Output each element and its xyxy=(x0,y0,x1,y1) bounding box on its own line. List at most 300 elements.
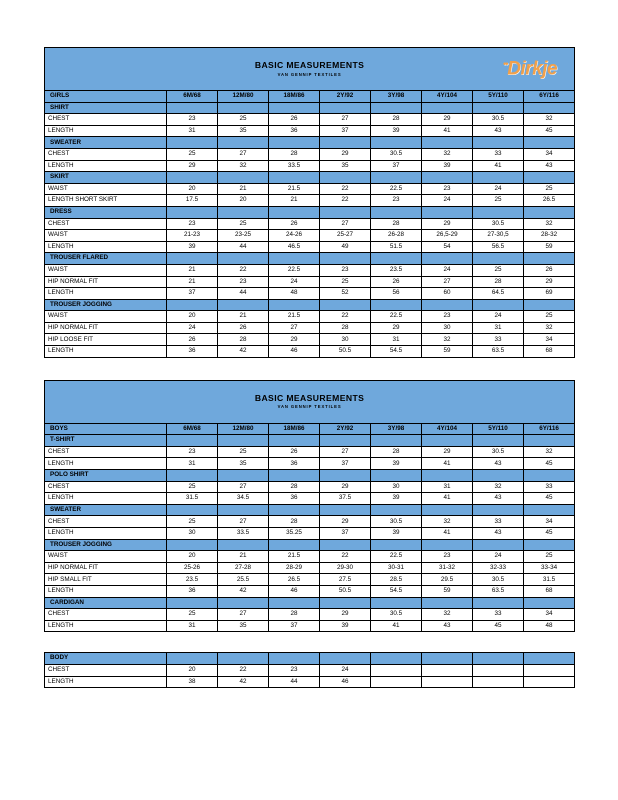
cell: 29-30 xyxy=(320,562,371,574)
cell: 32 xyxy=(422,609,473,621)
table-row xyxy=(45,664,575,676)
cell: 22.5 xyxy=(371,311,422,323)
cell: 27 xyxy=(218,481,269,493)
boys-header-cell: 12M/80 xyxy=(218,423,269,435)
cell: 26.5 xyxy=(524,195,575,207)
cell: 30 xyxy=(167,528,218,540)
cell: 45 xyxy=(524,528,575,540)
cell: 60 xyxy=(422,288,473,300)
cell: 24 xyxy=(473,311,524,323)
cell: 30.5 xyxy=(371,609,422,621)
cell: 39 xyxy=(371,125,422,137)
cell: 41 xyxy=(422,125,473,137)
cell: 48 xyxy=(524,620,575,632)
cell: 56 xyxy=(371,288,422,300)
cell: 33 xyxy=(473,609,524,621)
table-gap xyxy=(44,632,574,652)
row-label: LENGTH xyxy=(45,241,167,253)
row-label: LENGTH xyxy=(45,346,167,358)
cell: 44 xyxy=(218,241,269,253)
section-row xyxy=(45,470,575,482)
section-row xyxy=(45,206,575,218)
row-label: WAIST xyxy=(45,551,167,563)
table-row xyxy=(45,458,575,470)
cell: 28 xyxy=(371,446,422,458)
cell: 24 xyxy=(269,276,320,288)
cell: 25 xyxy=(524,551,575,563)
cell: 31 xyxy=(167,458,218,470)
cell: 29 xyxy=(371,322,422,334)
cell: 33.5 xyxy=(269,160,320,172)
cell: 21 xyxy=(218,551,269,563)
cell: 37 xyxy=(320,125,371,137)
cell: 22 xyxy=(218,264,269,276)
cell: 25 xyxy=(524,311,575,323)
cell: 41 xyxy=(422,458,473,470)
table-row xyxy=(45,609,575,621)
cell: 28 xyxy=(473,276,524,288)
cell: 17.5 xyxy=(167,195,218,207)
cell: 27 xyxy=(320,446,371,458)
cell: 54 xyxy=(422,241,473,253)
cell: 39 xyxy=(422,160,473,172)
cell: 24 xyxy=(473,183,524,195)
row-label: LENGTH xyxy=(45,585,167,597)
cell: 30.5 xyxy=(473,446,524,458)
boys-header-cell: 6M/68 xyxy=(167,423,218,435)
cell: 34.5 xyxy=(218,493,269,505)
row-label: LENGTH xyxy=(45,676,167,688)
cell: 37 xyxy=(371,160,422,172)
cell: 41 xyxy=(473,160,524,172)
page-title: BASIC MEASUREMENTS xyxy=(254,392,365,403)
cell: 21.5 xyxy=(269,183,320,195)
cell xyxy=(473,664,524,676)
cell: 43 xyxy=(524,160,575,172)
cell: 36 xyxy=(269,458,320,470)
cell: 28 xyxy=(218,334,269,346)
section-label: TROUSER FLARED xyxy=(45,253,167,265)
boys-header-cell: BOYS xyxy=(45,423,167,435)
cell: 29 xyxy=(269,334,320,346)
cell xyxy=(422,676,473,688)
cell: 32 xyxy=(422,334,473,346)
table-row xyxy=(45,528,575,540)
cell: 27 xyxy=(269,322,320,334)
cell: 30 xyxy=(371,481,422,493)
cell: 33.5 xyxy=(218,528,269,540)
girls-header-cell: 5Y/110 xyxy=(473,91,524,103)
table-row xyxy=(45,676,575,688)
cell: 34 xyxy=(524,334,575,346)
cell: 31 xyxy=(167,620,218,632)
cell xyxy=(473,676,524,688)
section-row xyxy=(45,299,575,311)
cell: 23 xyxy=(422,183,473,195)
cell: 30 xyxy=(320,334,371,346)
cell: 32 xyxy=(218,160,269,172)
table-row xyxy=(45,585,575,597)
cell xyxy=(524,676,575,688)
section-label: POLO SHIRT xyxy=(45,470,167,482)
cell: 22 xyxy=(320,195,371,207)
cell: 31 xyxy=(371,334,422,346)
cell: 24 xyxy=(422,195,473,207)
cell: 23 xyxy=(269,664,320,676)
cell: 29 xyxy=(320,516,371,528)
cell: 26 xyxy=(269,114,320,126)
girls-header-cell: 18M/86 xyxy=(269,91,320,103)
cell: 22.5 xyxy=(371,551,422,563)
cell: 34 xyxy=(524,148,575,160)
boys-header-cell: 5Y/110 xyxy=(473,423,524,435)
section-label: SWEATER xyxy=(45,137,167,149)
table-row xyxy=(45,311,575,323)
cell: 37 xyxy=(269,620,320,632)
cell: 21 xyxy=(269,195,320,207)
cell: 21 xyxy=(167,264,218,276)
cell: 28 xyxy=(269,609,320,621)
row-label: LENGTH xyxy=(45,125,167,137)
cell: 27 xyxy=(218,516,269,528)
cell: 27.5 xyxy=(320,574,371,586)
cell xyxy=(524,664,575,676)
row-label: HIP SMALL FIT xyxy=(45,574,167,586)
cell: 46 xyxy=(269,346,320,358)
row-label: CHEST xyxy=(45,218,167,230)
table-row xyxy=(45,481,575,493)
cell: 54.5 xyxy=(371,346,422,358)
cell: 30.5 xyxy=(371,516,422,528)
cell: 21.5 xyxy=(269,311,320,323)
cell: 59 xyxy=(422,585,473,597)
boys-title-row xyxy=(45,380,575,423)
table-row xyxy=(45,230,575,242)
cell: 26 xyxy=(218,322,269,334)
table-row xyxy=(45,346,575,358)
section-row xyxy=(45,253,575,265)
cell: 21 xyxy=(218,311,269,323)
cell: 20 xyxy=(167,183,218,195)
section-row xyxy=(45,172,575,184)
row-label: LENGTH xyxy=(45,620,167,632)
cell: 36 xyxy=(167,585,218,597)
cell: 45 xyxy=(473,620,524,632)
table-row xyxy=(45,334,575,346)
cell: 31.5 xyxy=(167,493,218,505)
table-row xyxy=(45,195,575,207)
cell: 24-26 xyxy=(269,230,320,242)
girls-measurements-table xyxy=(44,47,575,358)
table-row xyxy=(45,125,575,137)
cell: 26 xyxy=(524,264,575,276)
cell: 27 xyxy=(218,609,269,621)
cell: 23 xyxy=(422,551,473,563)
cell: 30-31 xyxy=(371,562,422,574)
cell: 27 xyxy=(320,218,371,230)
section-label: SHIRT xyxy=(45,102,167,114)
cell: 48 xyxy=(269,288,320,300)
cell: 33-34 xyxy=(524,562,575,574)
cell: 22 xyxy=(320,311,371,323)
table-row xyxy=(45,574,575,586)
table-row xyxy=(45,276,575,288)
table-row xyxy=(45,620,575,632)
dirkje-logo xyxy=(503,60,557,79)
cell: 22 xyxy=(218,664,269,676)
boys-header-row xyxy=(45,423,575,435)
cell: 20 xyxy=(167,551,218,563)
row-label: CHEST xyxy=(45,664,167,676)
cell: 35 xyxy=(218,458,269,470)
table-row xyxy=(45,446,575,458)
cell: 27-28 xyxy=(218,562,269,574)
row-label: LENGTH xyxy=(45,458,167,470)
cell: 22.5 xyxy=(371,183,422,195)
cell: 23.5 xyxy=(371,264,422,276)
cell: 24 xyxy=(167,322,218,334)
cell: 35 xyxy=(320,160,371,172)
cell: 64.5 xyxy=(473,288,524,300)
cell: 23 xyxy=(422,311,473,323)
cell: 33 xyxy=(473,516,524,528)
cell: 34 xyxy=(524,609,575,621)
girls-header-cell: GIRLS xyxy=(45,91,167,103)
cell: 42 xyxy=(218,676,269,688)
cell: 23-25 xyxy=(218,230,269,242)
cell: 27 xyxy=(320,114,371,126)
cell: 25 xyxy=(218,218,269,230)
cell: 36 xyxy=(167,346,218,358)
cell xyxy=(371,664,422,676)
cell: 43 xyxy=(473,458,524,470)
row-label: LENGTH xyxy=(45,288,167,300)
cell: 28-29 xyxy=(269,562,320,574)
boys-header-cell: 2Y/92 xyxy=(320,423,371,435)
cell: 32 xyxy=(422,516,473,528)
cell: 29 xyxy=(422,446,473,458)
cell: 25 xyxy=(167,148,218,160)
cell: 27 xyxy=(218,148,269,160)
row-label: CHEST xyxy=(45,609,167,621)
row-label: WAIST xyxy=(45,183,167,195)
table-row xyxy=(45,241,575,253)
table-row xyxy=(45,551,575,563)
section-row xyxy=(45,137,575,149)
section-row xyxy=(45,504,575,516)
cell: 28-32 xyxy=(524,230,575,242)
cell: 25 xyxy=(167,481,218,493)
girls-header-cell: 6Y/116 xyxy=(524,91,575,103)
cell: 63.5 xyxy=(473,346,524,358)
row-label: CHEST xyxy=(45,114,167,126)
table-row xyxy=(45,264,575,276)
section-label: SKIRT xyxy=(45,172,167,184)
cell: 50.5 xyxy=(320,346,371,358)
page-title: BASIC MEASUREMENTS xyxy=(254,60,365,71)
section-row xyxy=(45,435,575,447)
row-label: LENGTH SHORT SKIRT xyxy=(45,195,167,207)
cell: 25 xyxy=(473,195,524,207)
cell: 37.5 xyxy=(320,493,371,505)
table-row xyxy=(45,322,575,334)
cell: 38 xyxy=(167,676,218,688)
cell: 46 xyxy=(269,585,320,597)
cell: 39 xyxy=(320,620,371,632)
cell: 32 xyxy=(524,322,575,334)
cell: 25 xyxy=(167,609,218,621)
cell: 41 xyxy=(422,528,473,540)
section-label: TROUSER JOGGING xyxy=(45,539,167,551)
cell: 20 xyxy=(167,664,218,676)
cell: 54.5 xyxy=(371,585,422,597)
section-row xyxy=(45,102,575,114)
cell: 28.5 xyxy=(371,574,422,586)
cell: 36 xyxy=(269,125,320,137)
cell: 44 xyxy=(218,288,269,300)
page-subtitle: VAN GENNIP TEXTILES xyxy=(277,71,342,77)
cell: 32 xyxy=(524,114,575,126)
cell: 29 xyxy=(320,148,371,160)
section-label: CARDIGAN xyxy=(45,597,167,609)
row-label: CHEST xyxy=(45,516,167,528)
cell: 25 xyxy=(167,516,218,528)
cell: 24 xyxy=(320,664,371,676)
cell: 25 xyxy=(320,276,371,288)
cell: 25 xyxy=(218,114,269,126)
table-row xyxy=(45,114,575,126)
cell: 30 xyxy=(422,322,473,334)
table-row xyxy=(45,160,575,172)
cell: 34 xyxy=(524,516,575,528)
cell: 29 xyxy=(167,160,218,172)
cell: 51.5 xyxy=(371,241,422,253)
table-row xyxy=(45,183,575,195)
boys-header-cell: 3Y/98 xyxy=(371,423,422,435)
girls-header-row xyxy=(45,91,575,103)
page-subtitle: VAN GENNIP TEXTILES xyxy=(277,404,342,410)
table-row xyxy=(45,148,575,160)
cell: 37 xyxy=(320,458,371,470)
cell: 21 xyxy=(167,276,218,288)
girls-header-cell: 12M/80 xyxy=(218,91,269,103)
cell: 29 xyxy=(524,276,575,288)
cell: 35 xyxy=(218,620,269,632)
cell: 20 xyxy=(167,311,218,323)
boys-header-cell: 6Y/116 xyxy=(524,423,575,435)
cell: 33 xyxy=(473,334,524,346)
row-label: WAIST xyxy=(45,230,167,242)
cell: 31.5 xyxy=(524,574,575,586)
row-label: CHEST xyxy=(45,446,167,458)
cell: 31 xyxy=(473,322,524,334)
row-label: CHEST xyxy=(45,148,167,160)
cell: 56.5 xyxy=(473,241,524,253)
row-label: CHEST xyxy=(45,481,167,493)
cell: 23 xyxy=(167,114,218,126)
cell: 36 xyxy=(269,493,320,505)
cell: 43 xyxy=(422,620,473,632)
cell: 46 xyxy=(320,676,371,688)
section-label: T-SHIRT xyxy=(45,435,167,447)
cell: 52 xyxy=(320,288,371,300)
section-label: SWEATER xyxy=(45,504,167,516)
cell: 68 xyxy=(524,585,575,597)
row-label: WAIST xyxy=(45,264,167,276)
section-row xyxy=(45,653,575,665)
cell: 23 xyxy=(371,195,422,207)
cell: 32 xyxy=(524,446,575,458)
cell: 29 xyxy=(422,114,473,126)
girls-header-cell: 2Y/92 xyxy=(320,91,371,103)
cell: 28 xyxy=(269,148,320,160)
cell: 20 xyxy=(218,195,269,207)
cell: 23 xyxy=(320,264,371,276)
table-row xyxy=(45,562,575,574)
cell: 23 xyxy=(167,446,218,458)
cell: 42 xyxy=(218,346,269,358)
cell: 21-23 xyxy=(167,230,218,242)
table-row xyxy=(45,493,575,505)
cell: 29 xyxy=(320,609,371,621)
cell: 49 xyxy=(320,241,371,253)
cell: 22 xyxy=(320,183,371,195)
section-row xyxy=(45,597,575,609)
cell: 23 xyxy=(218,276,269,288)
cell: 44 xyxy=(269,676,320,688)
cell: 26,5-29 xyxy=(422,230,473,242)
section-label: DRESS xyxy=(45,206,167,218)
cell: 23.5 xyxy=(167,574,218,586)
cell: 28 xyxy=(371,114,422,126)
cell: 32-33 xyxy=(473,562,524,574)
cell: 39 xyxy=(371,458,422,470)
cell: 25.5 xyxy=(218,574,269,586)
table-row xyxy=(45,218,575,230)
cell: 22.5 xyxy=(269,264,320,276)
cell: 35.25 xyxy=(269,528,320,540)
title-band xyxy=(48,381,571,423)
cell: 26 xyxy=(167,334,218,346)
cell: 46.5 xyxy=(269,241,320,253)
cell: 26 xyxy=(371,276,422,288)
cell: 28 xyxy=(320,322,371,334)
cell: 26.5 xyxy=(269,574,320,586)
cell: 41 xyxy=(371,620,422,632)
cell: 21.5 xyxy=(269,551,320,563)
cell: 45 xyxy=(524,458,575,470)
cell: 30.5 xyxy=(371,148,422,160)
row-label: LENGTH xyxy=(45,493,167,505)
cell: 37 xyxy=(167,288,218,300)
boys-header-cell: 4Y/104 xyxy=(422,423,473,435)
cell: 28 xyxy=(269,516,320,528)
cell: 31 xyxy=(422,481,473,493)
girls-header-cell: 6M/68 xyxy=(167,91,218,103)
cell: 32 xyxy=(473,481,524,493)
cell: 29.5 xyxy=(422,574,473,586)
cell: 30.5 xyxy=(473,114,524,126)
row-label: HIP NORMAL FIT xyxy=(45,322,167,334)
cell: 29 xyxy=(422,218,473,230)
cell: 43 xyxy=(473,125,524,137)
cell: 27 xyxy=(422,276,473,288)
girls-title-row xyxy=(45,48,575,91)
cell: 45 xyxy=(524,493,575,505)
cell: 25 xyxy=(473,264,524,276)
girls-header-cell: 3Y/98 xyxy=(371,91,422,103)
cell: 21 xyxy=(218,183,269,195)
